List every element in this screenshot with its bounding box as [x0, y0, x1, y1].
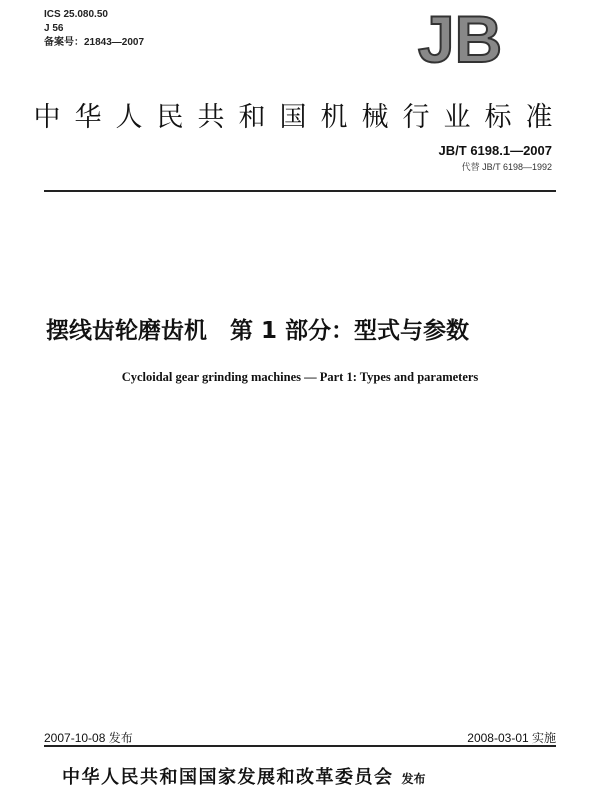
publisher-name: 中华人民共和国国家发展和改革委员会 — [62, 767, 394, 788]
document-title-en: Cycloidal gear grinding machines — Part 1: Types and parameters — [121, 370, 479, 384]
standard-number: JB/T 6198.1—2007 — [438, 143, 552, 158]
header-divider — [44, 190, 556, 192]
document-title-cn: 摆线齿轮磨齿机 第 1 部分：型式与参数 — [46, 318, 470, 344]
ics-code: ICS 25.080.50 — [44, 9, 108, 20]
jb-logo — [400, 8, 520, 66]
effective-date: 2008-03-01 实施 — [467, 731, 556, 745]
footer-divider — [44, 745, 556, 747]
publish-label: 发布 — [401, 772, 426, 786]
standard-title: 中华人民共和国机械行业标准 — [33, 102, 567, 133]
issue-date: 2007-10-08 发布 — [44, 731, 133, 745]
replaces-standard: 代替 JB/T 6198—1992 — [461, 162, 552, 172]
jb-logo-text: JB — [417, 8, 503, 66]
classification-code: J 56 — [44, 23, 64, 34]
publisher — [62, 763, 426, 789]
record-number: 备案号：21843—2007 — [44, 37, 145, 48]
